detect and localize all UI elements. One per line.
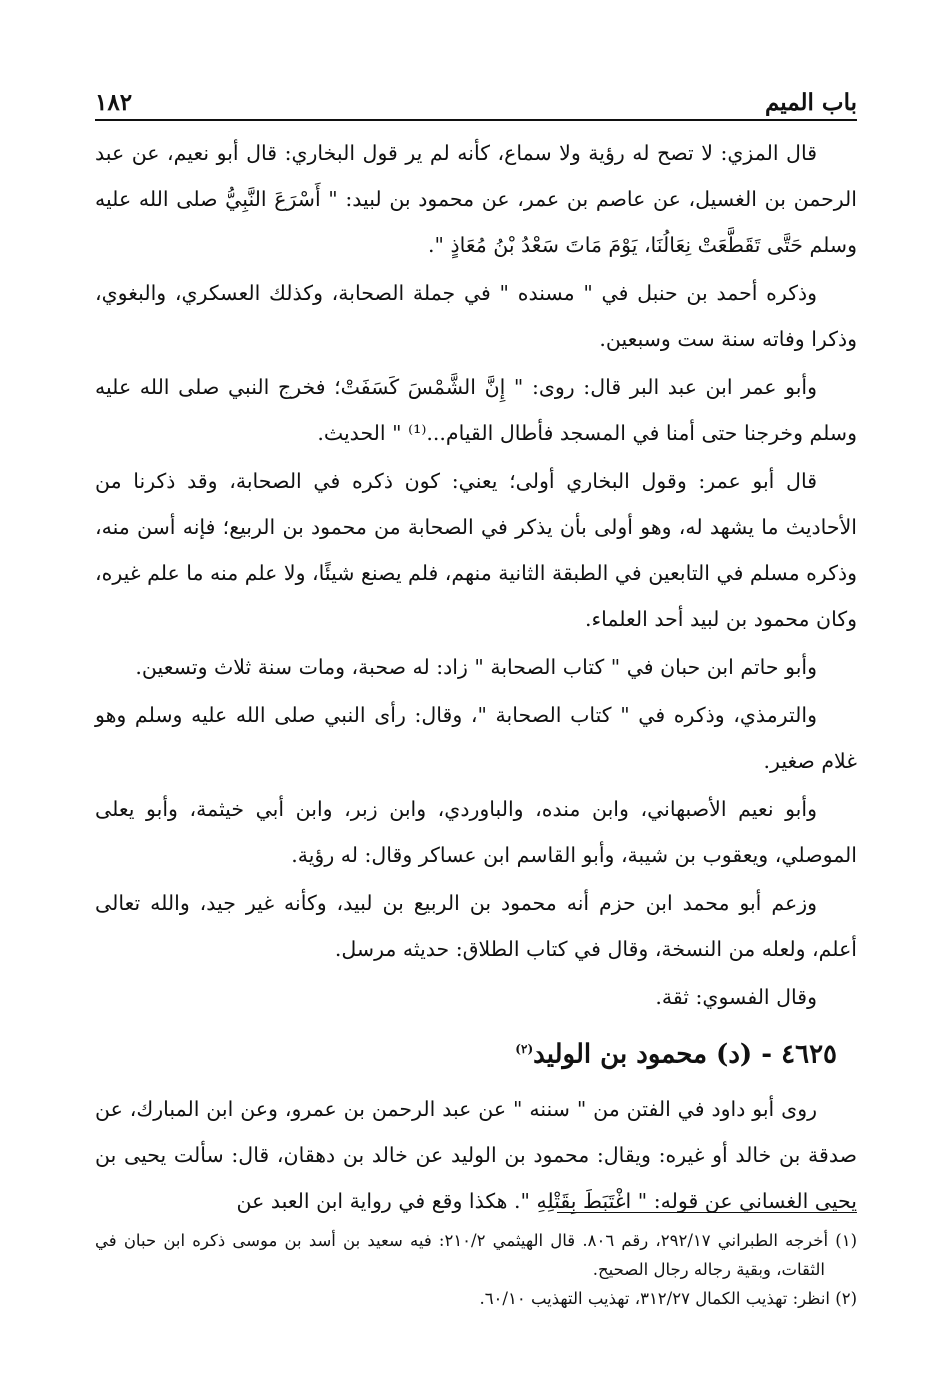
- footnote: (٢) انظر: تهذيب الكمال ٣١٢/٢٧، تهذيب التهذيب ٦٠/١٠.: [479, 1289, 857, 1308]
- page-number: ١٨٢: [95, 89, 133, 116]
- paragraph: وأبو حاتم ابن حبان في " كتاب الصحابة " زاد: له صحبة، ومات سنة ثلاث وتسعين.: [135, 655, 817, 679]
- paragraph: وأبو نعيم الأصبهاني، وابن منده، والباوردي، وابن زبر، وابن أبي خيثمة، وأبو يعلى الموصلي، ويعقوب بن شيبة، وأبو القاسم ابن عساكر وقال: له رؤية.: [95, 797, 857, 867]
- entry-title: ٤٦٢٥ - (د) محمود بن الوليد: [533, 1039, 837, 1070]
- paragraph: قال أبو عمر: وقول البخاري أولى؛ يعني: كون ذكره في الصحابة، وقد ذكرنا من الأحاديث ما يشهد له، وهو أولى بأن يذكر في الصحابة من محمود بن الربيع؛ فإنه أسن منه، وذكره مسلم في التابعين في الطبقة الثانية منهم، فلم يصنع شيئًا، ولا علم منه ما علم غيره، وكان محمود بن لبيد أحد العلماء.: [95, 469, 857, 631]
- paragraph: وذكره أحمد بن حنبل في " مسنده " في جملة الصحابة، وكذلك العسكري، والبغوي، وذكرا وفاته سنة ست وسبعين.: [95, 281, 857, 351]
- entry-heading: [95, 1024, 857, 1080]
- paragraph: قال المزي: لا تصح له رؤية ولا سماع، كأنه لم ير قول البخاري: قال أبو نعيم، عن عبد الرحمن بن الغسيل، عن عاصم بن عمر، عن محمود بن لبيد: " أَسْرَعَ النَّبِيُّ صلى الله عليه وسلم حَتَّى تَقَطَّعَتْ نِعَالُنَا، يَوْمَ مَاتَ سَعْدُ بْنُ مُعَاذٍ ".: [95, 141, 857, 257]
- footnote-ref: (٢): [515, 1042, 534, 1056]
- paragraph: والترمذي، وذكره في " كتاب الصحابة "، وقال: رأى النبي صلى الله عليه وسلم وهو غلام صغير.: [95, 703, 857, 773]
- footnote-divider: [557, 1212, 857, 1213]
- paragraph: وزعم أبو محمد ابن حزم أنه محمود بن الربيع بن لبيد، وكأنه غير جيد، والله تعالى أعلم، ولعله من النسخة، وقال في كتاب الطلاق: حديثه مرسل.: [95, 891, 857, 961]
- page-header: [95, 80, 857, 116]
- paragraph: وقال الفسوي: ثقة.: [655, 985, 817, 1009]
- footnotes: [95, 1226, 857, 1313]
- footnote: (١) أخرجه الطبراني ٢٩٢/١٧، رقم ٨٠٦. قال الهيثمي ٢١٠/٢: فيه سعيد بن أسد بن موسى ذكره ابن حبان في الثقات، وبقية رجاله رجال الصحيح.: [95, 1231, 858, 1279]
- chapter-title: باب الميم: [764, 89, 857, 116]
- entry-paragraph: روى أبو داود في الفتن من " سننه " عن عبد الرحمن بن عمرو، وعن ابن المبارك، عن صدقة بن خالد أو غيره: ويقال: محمود بن الوليد عن خالد بن دهقان، قال: سألت يحيى بن يحيى الغساني عن قوله: " اغْتَبَطَ بِقَتْلِهِ ". هكذا وقع في رواية ابن العبد عن: [95, 1096, 857, 1213]
- paragraph: وأبو عمر ابن عبد البر قال: روى: " إِنَّ الشَّمْسَ كَسَفَتْ؛ فخرج النبي صلى الله عليه وسلم وخرجنا حتى أمنا في المسجد فأطال القيام...⁽¹⁾ " الحديث.: [95, 375, 857, 445]
- header-divider: [95, 119, 857, 121]
- main-text: [95, 130, 857, 1226]
